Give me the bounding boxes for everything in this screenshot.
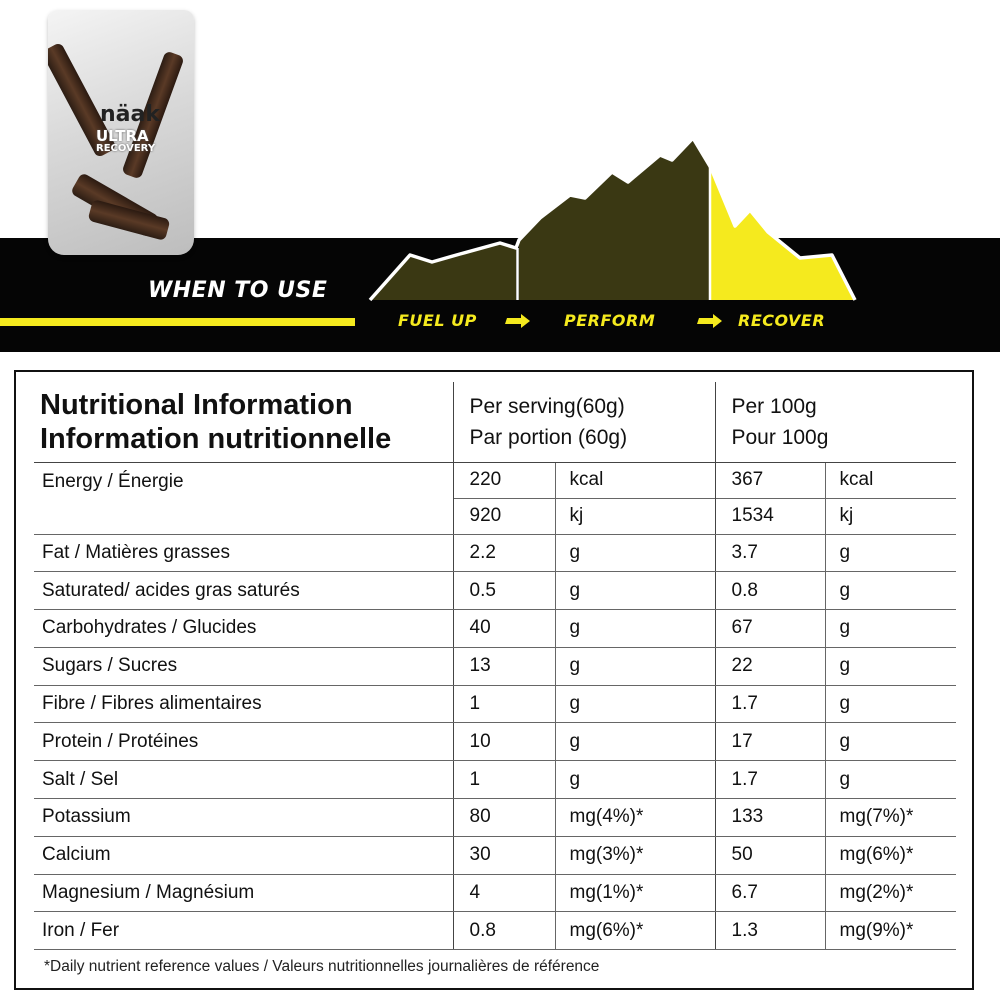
product-pouch-image: [48, 10, 194, 255]
table-title: [34, 382, 453, 462]
title-french: Information nutritionnelle: [40, 422, 392, 455]
serving-unit: g: [555, 647, 715, 685]
table-row: [34, 572, 956, 610]
per100-unit: mg(6%)*: [825, 836, 956, 874]
table-row: [34, 874, 956, 912]
phase-perform: PERFORM: [564, 311, 656, 330]
pouch-brand-logo: näak: [100, 102, 160, 127]
row-label: Potassium: [34, 799, 453, 837]
row-label: Salt / Sel: [34, 761, 453, 799]
per100-value: 0.8: [715, 572, 825, 610]
serving-unit: mg(1%)*: [555, 874, 715, 912]
nutrition-table: [34, 382, 956, 950]
per-100g-en: Per 100g: [731, 394, 817, 418]
row-label: Fibre / Fibres alimentaires: [34, 685, 453, 723]
per100-unit: g: [825, 685, 956, 723]
per100-value: 3.7: [715, 534, 825, 572]
per100-value: 50: [715, 836, 825, 874]
table-header-row: [34, 382, 956, 462]
table-row: [34, 685, 956, 723]
per-serving-fr: Par portion (60g): [469, 425, 628, 449]
per100-value: 1.3: [715, 912, 825, 950]
row-label: Fat / Matières grasses: [34, 534, 453, 572]
per100-unit: g: [825, 761, 956, 799]
table-row: [34, 723, 956, 761]
row-label: Magnesium / Magnésium: [34, 874, 453, 912]
table-row: [34, 912, 956, 950]
serving-value: 0.8: [453, 912, 555, 950]
per100-value: 367: [715, 462, 825, 498]
serving-unit: kcal: [555, 462, 715, 498]
serving-value: 220: [453, 462, 555, 498]
recover-mountain: [711, 168, 855, 300]
nutrient-rows: [34, 534, 956, 950]
serving-value: 80: [453, 799, 555, 837]
row-label: Energy / Énergie: [34, 462, 453, 534]
phase-recover: RECOVER: [738, 311, 826, 330]
title-english: Nutritional Information: [40, 388, 353, 421]
perform-mountain: [519, 138, 709, 300]
serving-unit: g: [555, 761, 715, 799]
serving-unit: kj: [555, 498, 715, 534]
pouch-product-subname: RECOVERY: [96, 143, 156, 154]
serving-value: 40: [453, 610, 555, 648]
pouch-product-name: ULTRA: [96, 127, 149, 145]
table-row: [34, 836, 956, 874]
table-row: [34, 534, 956, 572]
right-arrow-icon: [697, 314, 723, 328]
per100-value: 1.7: [715, 685, 825, 723]
per100-value: 1534: [715, 498, 825, 534]
table-row: [34, 799, 956, 837]
serving-unit: g: [555, 685, 715, 723]
row-label: Protein / Protéines: [34, 723, 453, 761]
serving-value: 920: [453, 498, 555, 534]
table-row-energy-kcal: [34, 462, 956, 498]
row-label: Saturated/ acides gras saturés: [34, 572, 453, 610]
serving-value: 1: [453, 761, 555, 799]
per100-unit: g: [825, 647, 956, 685]
right-arrow-icon: [505, 314, 531, 328]
phase-fuel-up: FUEL UP: [398, 311, 477, 330]
nutrition-panel: [14, 370, 974, 990]
per100-value: 133: [715, 799, 825, 837]
table-row: [34, 610, 956, 648]
per-100g-fr: Pour 100g: [731, 425, 829, 449]
serving-value: 1: [453, 685, 555, 723]
when-to-use-banner: [0, 0, 1000, 355]
serving-value: 13: [453, 647, 555, 685]
per100-unit: g: [825, 723, 956, 761]
row-label: Iron / Fer: [34, 912, 453, 950]
per100-value: 22: [715, 647, 825, 685]
per100-unit: g: [825, 572, 956, 610]
serving-value: 10: [453, 723, 555, 761]
when-to-use-title: WHEN TO USE: [148, 278, 328, 303]
per100-unit: mg(9%)*: [825, 912, 956, 950]
per-100g-header: [715, 382, 956, 462]
footnote: *Daily nutrient reference values / Valeurs nutritionnelles journalières de référence: [44, 958, 600, 975]
per100-value: 17: [715, 723, 825, 761]
fuel-up-mountain: [370, 243, 516, 300]
per100-unit: kcal: [825, 462, 956, 498]
per-serving-header: [453, 382, 715, 462]
per100-unit: mg(7%)*: [825, 799, 956, 837]
row-label: Sugars / Sucres: [34, 647, 453, 685]
serving-value: 30: [453, 836, 555, 874]
serving-unit: g: [555, 610, 715, 648]
per100-value: 1.7: [715, 761, 825, 799]
row-label: Calcium: [34, 836, 453, 874]
serving-unit: mg(6%)*: [555, 912, 715, 950]
serving-value: 0.5: [453, 572, 555, 610]
serving-unit: g: [555, 534, 715, 572]
per100-unit: mg(2%)*: [825, 874, 956, 912]
per100-unit: kj: [825, 498, 956, 534]
serving-unit: mg(4%)*: [555, 799, 715, 837]
table-row: [34, 647, 956, 685]
per100-value: 67: [715, 610, 825, 648]
serving-unit: g: [555, 723, 715, 761]
serving-unit: g: [555, 572, 715, 610]
serving-unit: mg(3%)*: [555, 836, 715, 874]
per100-unit: g: [825, 534, 956, 572]
table-row: [34, 761, 956, 799]
per100-value: 6.7: [715, 874, 825, 912]
yellow-accent-line: [0, 318, 355, 326]
per100-unit: g: [825, 610, 956, 648]
serving-value: 4: [453, 874, 555, 912]
row-label: Carbohydrates / Glucides: [34, 610, 453, 648]
per-serving-en: Per serving(60g): [469, 394, 625, 418]
serving-value: 2.2: [453, 534, 555, 572]
